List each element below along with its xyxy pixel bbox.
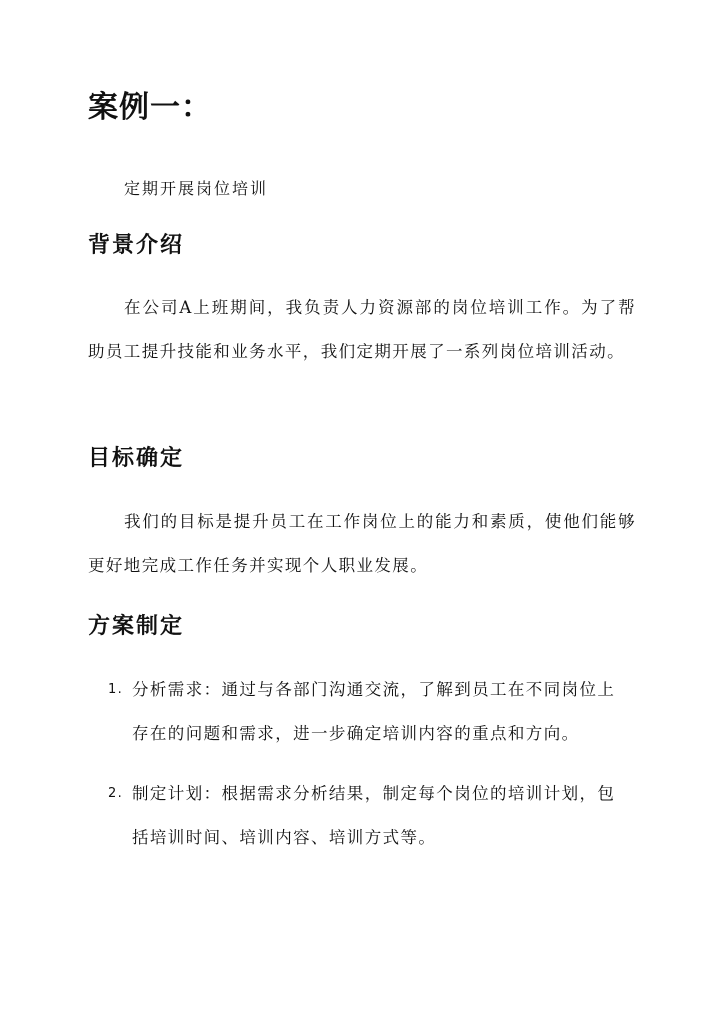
list-item-text: 分析需求：通过与各部门沟通交流，了解到员工在不同岗位上存在的问题和需求，进一步确定培训内容的重点和方向。 (132, 680, 616, 743)
plan-list (104, 668, 624, 876)
list-item-number: 2. (108, 786, 124, 801)
section-body-background: 在公司A上班期间，我负责人力资源部的岗位培训工作。为了帮助员工提升技能和业务水平，我们定期开展了一系列岗位培训活动。 (88, 298, 636, 361)
list-item-number: 1. (108, 682, 124, 697)
list-item (104, 772, 624, 860)
section-heading-goal: 目标确定 (88, 445, 185, 471)
document-subtitle: 定期开展岗位培训 (124, 179, 269, 198)
section-body-goal: 我们的目标是提升员工在工作岗位上的能力和素质，使他们能够更好地完成工作任务并实现个人职业发展。 (88, 512, 636, 575)
section-heading-background: 背景介绍 (88, 232, 185, 258)
list-item (104, 668, 624, 756)
list-item-text: 制定计划：根据需求分析结果，制定每个岗位的培训计划，包括培训时间、培训内容、培训方式等。 (132, 784, 616, 847)
section-heading-plan: 方案制定 (88, 613, 185, 639)
document-title: 案例一： (88, 90, 212, 125)
